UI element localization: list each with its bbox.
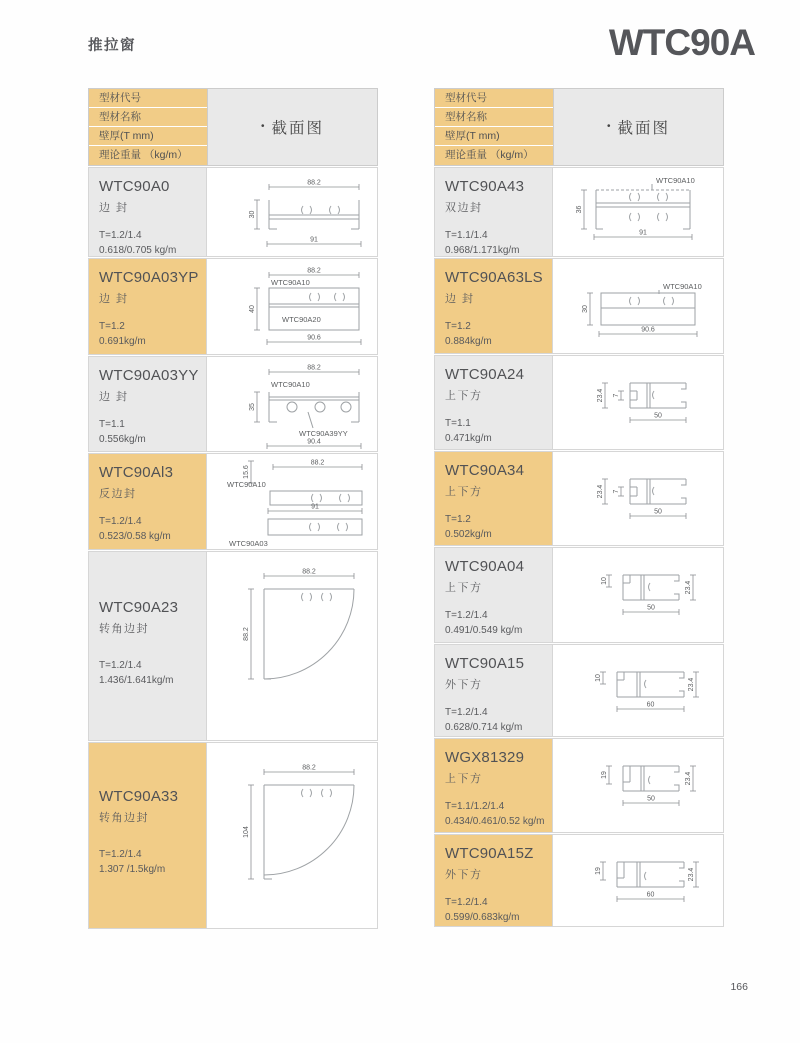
dimension-text: 10 <box>601 577 608 585</box>
profile-name: 边 封 <box>99 202 129 214</box>
wall-thickness: T=1.2 <box>445 514 471 525</box>
profile-cross-section <box>553 548 723 642</box>
section-diagram-header <box>553 89 723 165</box>
dimension-text: 88.2 <box>307 267 321 275</box>
unit-weight: 0.491/0.549 kg/m <box>445 625 523 636</box>
unit-weight: 0.434/0.461/0.52 kg/m <box>445 816 545 827</box>
profile-code: WTC90A03YY <box>99 367 199 384</box>
component-label: WTC90A03 <box>229 539 268 548</box>
series-title: WTC90A <box>608 22 755 63</box>
wall-thickness: T=1.2 <box>445 321 471 332</box>
dimension-text: 19 <box>601 771 608 779</box>
profile-cross-section <box>207 259 377 354</box>
profile-row <box>88 258 378 355</box>
profile-name: 上下方 <box>445 773 483 785</box>
unit-weight: 0.502kg/m <box>445 529 492 540</box>
header-field-label: 型材名称 <box>89 108 207 127</box>
dimension-text: 88.2 <box>243 627 250 641</box>
dimension-text: 91 <box>639 229 647 237</box>
profile-cross-section <box>553 259 723 353</box>
dimension-text: 90.6 <box>307 334 321 342</box>
unit-weight: 0.523/0.58 kg/m <box>99 531 171 542</box>
unit-weight: 0.691kg/m <box>99 336 146 347</box>
dimension-text: 50 <box>647 795 655 803</box>
section-diagram-cell <box>553 835 723 926</box>
dimension-text: 23.4 <box>688 677 695 692</box>
profile-cross-section <box>207 357 377 451</box>
profile-table-right <box>434 88 724 929</box>
profile-name: 外下方 <box>445 869 483 881</box>
header-field-label: 型材代号 <box>435 89 553 108</box>
profile-cross-section <box>553 452 723 545</box>
component-label: WTC90A10 <box>271 278 310 287</box>
wall-thickness: T=1.2/1.4 <box>99 516 142 527</box>
section-diagram-cell <box>207 168 377 256</box>
component-label: WTC90A10 <box>271 380 310 389</box>
dimension-text: 7 <box>613 489 620 494</box>
profile-cross-section <box>553 168 723 256</box>
profile-row <box>88 742 378 929</box>
profile-info-cell <box>89 259 207 354</box>
component-label: WTC90A10 <box>227 480 266 489</box>
profile-code: WTC90A23 <box>99 598 179 616</box>
section-diagram-cell <box>553 739 723 832</box>
profile-info-cell <box>435 548 553 642</box>
profile-row <box>88 453 378 550</box>
wall-thickness: T=1.1 <box>445 418 471 429</box>
wall-thickness: T=1.2/1.4 <box>445 897 488 908</box>
section-diagram-cell <box>553 452 723 545</box>
component-label: WTC90A20 <box>282 315 321 324</box>
dimension-text: 104 <box>243 826 250 838</box>
profile-row <box>88 356 378 452</box>
dimension-text: 91 <box>310 236 318 244</box>
section-diagram-cell <box>553 645 723 736</box>
dimension-text: 91 <box>311 503 319 511</box>
dimension-text: 23.4 <box>688 867 695 882</box>
profile-name: 边 封 <box>445 293 475 305</box>
profile-name: 边 封 <box>99 293 129 305</box>
dimension-text: 23.4 <box>597 484 604 499</box>
page-category: 推拉窗 <box>88 38 136 54</box>
profile-row <box>88 551 378 741</box>
profile-info-cell <box>435 739 553 832</box>
profile-info-cell <box>435 168 553 256</box>
dimension-text: 23.4 <box>597 388 604 403</box>
component-label: WTC90A39YY <box>299 429 348 438</box>
profile-row <box>434 355 724 450</box>
dimension-text: 7 <box>613 393 620 398</box>
table-header <box>434 88 724 166</box>
profile-row <box>434 547 724 643</box>
profile-info-cell <box>89 743 207 928</box>
unit-weight: 0.599/0.683kg/m <box>445 912 520 923</box>
profile-name: 上下方 <box>445 582 483 594</box>
unit-weight: 0.968/1.171kg/m <box>445 245 520 256</box>
profile-row <box>434 258 724 354</box>
section-diagram-cell <box>207 743 377 928</box>
profile-name: 外下方 <box>445 679 483 691</box>
profile-info-cell <box>89 552 207 740</box>
section-diagram-cell <box>207 259 377 354</box>
profile-row <box>88 167 378 257</box>
dimension-text: 23.4 <box>685 580 692 595</box>
wall-thickness: T=1.1/1.4 <box>445 230 488 241</box>
profile-code: WTC90A03YP <box>99 269 199 286</box>
section-diagram-label: 截面图 <box>271 120 325 137</box>
wall-thickness: T=1.2/1.4 <box>445 610 488 621</box>
dimension-text: 19 <box>595 867 602 875</box>
profile-code: WTC90A24 <box>445 366 525 383</box>
wall-thickness: T=1.2 <box>99 321 125 332</box>
section-diagram-cell <box>553 548 723 642</box>
bullet-icon: • <box>606 121 611 132</box>
profile-info-cell <box>435 645 553 736</box>
profile-name: 上下方 <box>445 486 483 498</box>
section-diagram-cell <box>207 357 377 451</box>
profile-code: WTC90A63LS <box>445 269 543 286</box>
profile-name: 反边封 <box>99 488 137 500</box>
dimension-text: 50 <box>654 508 662 516</box>
wall-thickness: T=1.1/1.2/1.4 <box>445 801 505 812</box>
header-field-labels <box>435 89 553 165</box>
dimension-text: 23.4 <box>685 771 692 786</box>
profile-code: WTC90A33 <box>99 788 179 805</box>
component-label: WTC90A10 <box>663 282 702 291</box>
dimension-text: 88.2 <box>310 459 325 467</box>
header-field-label: 理论重量 （kg/m） <box>435 146 553 165</box>
header-field-label: 壁厚(T mm) <box>435 127 553 146</box>
unit-weight: 1.436/1.641kg/m <box>99 674 174 686</box>
profile-table-left <box>88 88 378 929</box>
profile-code: WTC90A15 <box>445 655 525 672</box>
profile-name: 边 封 <box>99 391 129 403</box>
dimension-text: 88.2 <box>307 364 321 372</box>
header-field-label: 壁厚(T mm) <box>89 127 207 146</box>
dimension-text: 90.4 <box>307 438 321 446</box>
unit-weight: 0.471kg/m <box>445 433 492 444</box>
dimension-text: 90.6 <box>641 326 655 334</box>
profile-row <box>434 834 724 927</box>
dimension-text: 35 <box>249 403 256 411</box>
header-field-label: 型材名称 <box>435 108 553 127</box>
unit-weight: 0.618/0.705 kg/m <box>99 245 177 256</box>
bullet-icon: • <box>260 121 265 132</box>
wall-thickness: T=1.2/1.4 <box>99 659 142 671</box>
profile-name: 上下方 <box>445 390 483 402</box>
wall-thickness: T=1.1 <box>99 419 125 430</box>
section-diagram-cell <box>207 454 377 549</box>
dimension-text: 30 <box>582 305 589 313</box>
profile-name: 转角边封 <box>99 812 149 824</box>
profile-info-cell <box>89 357 207 451</box>
dimension-text: 50 <box>654 412 662 420</box>
profile-info-cell <box>435 356 553 449</box>
profile-info-cell <box>435 259 553 353</box>
wall-thickness: T=1.2/1.4 <box>99 230 142 241</box>
profile-cross-section <box>207 552 377 740</box>
unit-weight: 0.628/0.714 kg/m <box>445 722 523 733</box>
profile-code: WTC90A0 <box>99 178 170 195</box>
header-field-label: 理论重量 （kg/m） <box>89 146 207 165</box>
header-field-labels <box>89 89 207 165</box>
profile-info-cell <box>89 168 207 256</box>
section-diagram-cell <box>553 356 723 449</box>
profile-code: WGX81329 <box>445 749 525 766</box>
profile-cross-section <box>553 739 723 832</box>
wall-thickness: T=1.2/1.4 <box>445 707 488 718</box>
wall-thickness: T=1.2/1.4 <box>99 849 142 860</box>
tables-wrapper <box>88 88 724 929</box>
dimension-text: 10 <box>595 674 602 682</box>
table-header <box>88 88 378 166</box>
profile-info-cell <box>435 835 553 926</box>
profile-info-cell <box>89 454 207 549</box>
section-diagram-header <box>207 89 377 165</box>
profile-code: WTC90Al3 <box>99 464 174 481</box>
profile-cross-section <box>553 356 723 449</box>
profile-code: WTC90A04 <box>445 558 525 575</box>
dimension-text: 88.2 <box>307 179 321 187</box>
profile-code: WTC90A34 <box>445 462 525 479</box>
profile-cross-section <box>207 743 377 928</box>
profile-cross-section <box>553 835 723 926</box>
profile-info-cell <box>435 452 553 545</box>
dimension-text: 40 <box>249 305 256 313</box>
dimension-text: 15.6 <box>243 465 250 479</box>
dimension-text: 60 <box>646 701 655 709</box>
dimension-text: 50 <box>647 604 655 612</box>
dimension-text: 36 <box>576 205 583 214</box>
profile-row <box>434 738 724 833</box>
dimension-text: 88.2 <box>302 764 316 772</box>
section-diagram-label: 截面图 <box>617 120 671 137</box>
section-diagram-cell <box>207 552 377 740</box>
profile-code: WTC90A43 <box>445 178 525 195</box>
component-label: WTC90A10 <box>656 176 695 185</box>
dimension-text: 60 <box>646 891 655 899</box>
profile-row <box>434 451 724 546</box>
profile-name: 双边封 <box>445 202 483 214</box>
dimension-text: 88.2 <box>302 568 316 576</box>
page-number: 166 <box>730 981 748 993</box>
section-diagram-cell <box>553 168 723 256</box>
unit-weight: 0.556kg/m <box>99 434 146 445</box>
unit-weight: 1.307 /1.5kg/m <box>99 864 166 875</box>
profile-row <box>434 167 724 257</box>
header-field-label: 型材代号 <box>89 89 207 108</box>
section-diagram-cell <box>553 259 723 353</box>
profile-code: WTC90A15Z <box>445 845 534 862</box>
profile-row <box>434 644 724 737</box>
profile-cross-section <box>553 645 723 736</box>
unit-weight: 0.884kg/m <box>445 336 492 347</box>
profile-cross-section <box>207 168 377 256</box>
profile-cross-section <box>207 454 377 549</box>
profile-name: 转角边封 <box>99 622 149 635</box>
dimension-text: 30 <box>249 210 256 219</box>
